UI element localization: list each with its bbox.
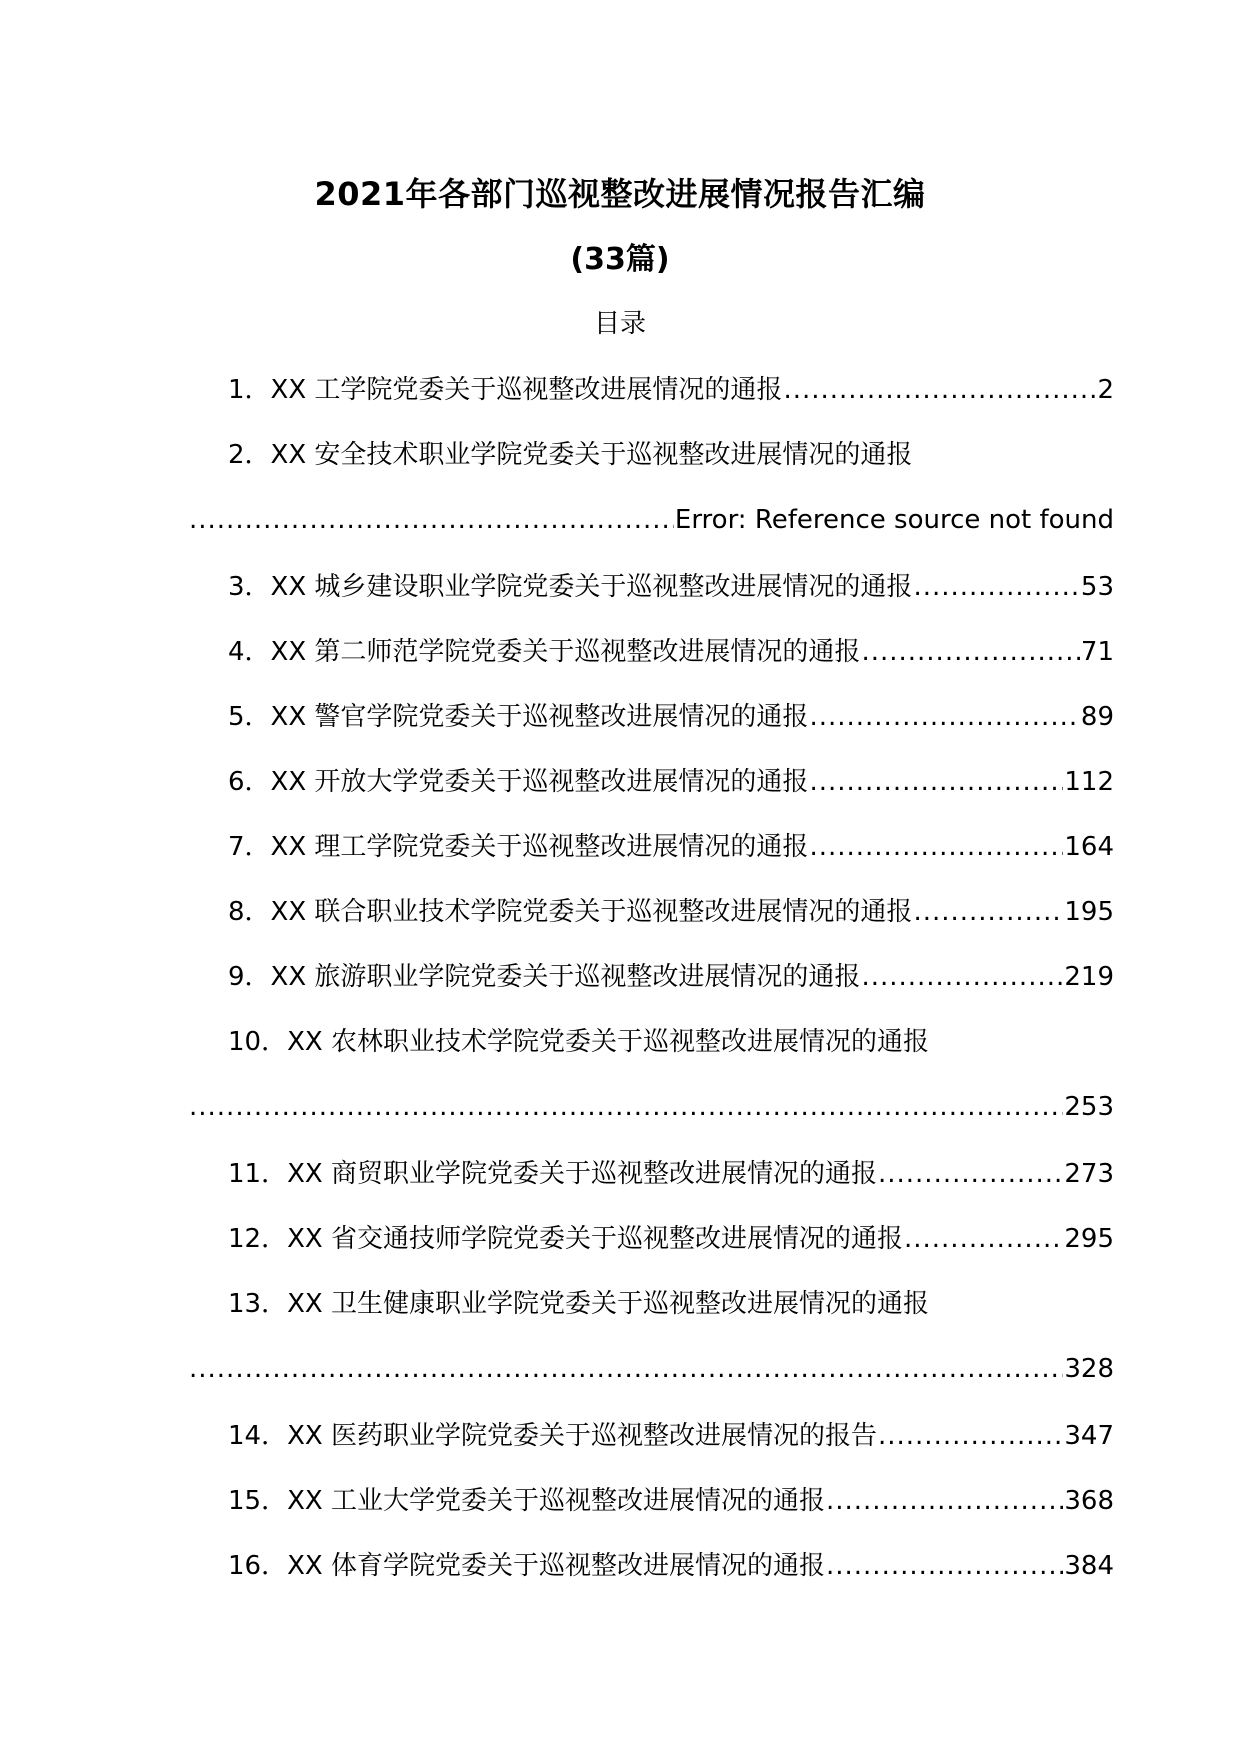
toc-leader-dots [826,1479,1063,1523]
toc-entry-title: 14．XX 医药职业学院党委关于巡视整改进展情况的报告 [228,1421,877,1451]
toc-entry-page: 368 [1064,1486,1114,1516]
toc-entry-title: 5．XX 警官学院党委关于巡视整改进展情况的通报 [228,702,809,732]
toc-leader-dots [809,695,1079,739]
toc-entry-title: 6．XX 开放大学党委关于巡视整改进展情况的通报 [228,767,809,797]
toc-entry-title: 12．XX 省交通技师学院党委关于巡视整改进展情况的通报 [228,1224,903,1254]
toc-entry[interactable] [188,1282,1114,1347]
toc-entry-page: 112 [1064,767,1114,797]
toc-entry-page: 295 [1064,1224,1114,1254]
toc-entry-page: 328 [1064,1354,1114,1384]
document-subtitle: (33篇) [570,242,670,277]
toc-entry-title: 15．XX 工业大学党委关于巡视整改进展情况的通报 [228,1486,825,1516]
toc-leader-dots [913,565,1079,609]
toc-entry[interactable] [188,890,1114,955]
toc-entry-page: 347 [1064,1421,1114,1451]
toc-entry-title: 7．XX 理工学院党委关于巡视整改进展情况的通报 [228,832,809,862]
toc-entry-page: 195 [1064,897,1114,927]
toc-leader-dots [189,1085,1063,1129]
toc-entry-title: 16．XX 体育学院党委关于巡视整改进展情况的通报 [228,1551,825,1581]
toc-entry-title: 8．XX 联合职业技术学院党委关于巡视整改进展情况的通报 [228,897,913,927]
toc-entry[interactable] [188,630,1114,695]
toc-entry-title: 9．XX 旅游职业学院党委关于巡视整改进展情况的通报 [228,962,861,992]
toc-entry-page: Error: Reference source not found [674,505,1114,535]
toc-entry-page: 89 [1080,702,1114,732]
toc-leader-dots [826,1544,1063,1588]
toc-entry[interactable] [188,433,1114,498]
toc-entry-page: 273 [1064,1159,1114,1189]
toc-leader-dots [783,368,1096,412]
toc-leader-dots [878,1152,1063,1196]
toc-entry-continuation[interactable] [188,498,1114,565]
toc-entry-title: 4．XX 第二师范学院党委关于巡视整改进展情况的通报 [228,637,861,667]
toc-entry[interactable] [188,825,1114,890]
toc-entry-continuation[interactable] [188,1085,1114,1152]
toc-entry-page: 71 [1080,637,1114,667]
toc-entry[interactable] [188,1544,1114,1609]
toc-entry[interactable] [188,1020,1114,1085]
document-title: 2021年各部门巡视整改进展情况报告汇编 [314,175,926,213]
toc-entry-title: 3．XX 城乡建设职业学院党委关于巡视整改进展情况的通报 [228,572,913,602]
toc-leader-dots [809,825,1063,869]
toc-entry[interactable] [188,1414,1114,1479]
toc-entry[interactable] [188,955,1114,1020]
toc-leader-dots [878,1414,1063,1458]
toc-leader-dots [189,498,674,542]
toc-leader-dots [861,630,1079,674]
toc-entry[interactable] [188,1479,1114,1544]
toc-heading: 目录 [593,309,646,339]
toc-entry[interactable] [188,1152,1114,1217]
toc-entry[interactable] [188,695,1114,760]
table-of-contents [188,368,1114,1609]
toc-leader-dots [189,1347,1063,1391]
toc-entry[interactable] [188,368,1114,433]
toc-entry-page: 253 [1064,1092,1114,1122]
toc-entry[interactable] [188,760,1114,825]
toc-leader-dots [809,760,1063,804]
toc-leader-dots [861,955,1063,999]
toc-entry-page: 384 [1064,1551,1114,1581]
toc-entry-continuation[interactable] [188,1347,1114,1414]
toc-entry-page: 219 [1064,962,1114,992]
toc-entry-title: 13．XX 卫生健康职业学院党委关于巡视整改进展情况的通报 [228,1289,929,1319]
toc-leader-dots [913,890,1063,934]
toc-entry-page: 164 [1064,832,1114,862]
toc-entry-page: 53 [1080,572,1114,602]
toc-entry-title: 11．XX 商贸职业学院党委关于巡视整改进展情况的通报 [228,1159,877,1189]
toc-entry-title: 10．XX 农林职业技术学院党委关于巡视整改进展情况的通报 [228,1027,929,1057]
toc-entry-page: 2 [1097,375,1114,405]
toc-entry[interactable] [188,565,1114,630]
toc-leader-dots [904,1217,1063,1261]
toc-entry[interactable] [188,1217,1114,1282]
toc-entry-title: 1．XX 工学院党委关于巡视整改进展情况的通报 [228,375,783,405]
toc-entry-title: 2．XX 安全技术职业学院党委关于巡视整改进展情况的通报 [228,440,913,470]
